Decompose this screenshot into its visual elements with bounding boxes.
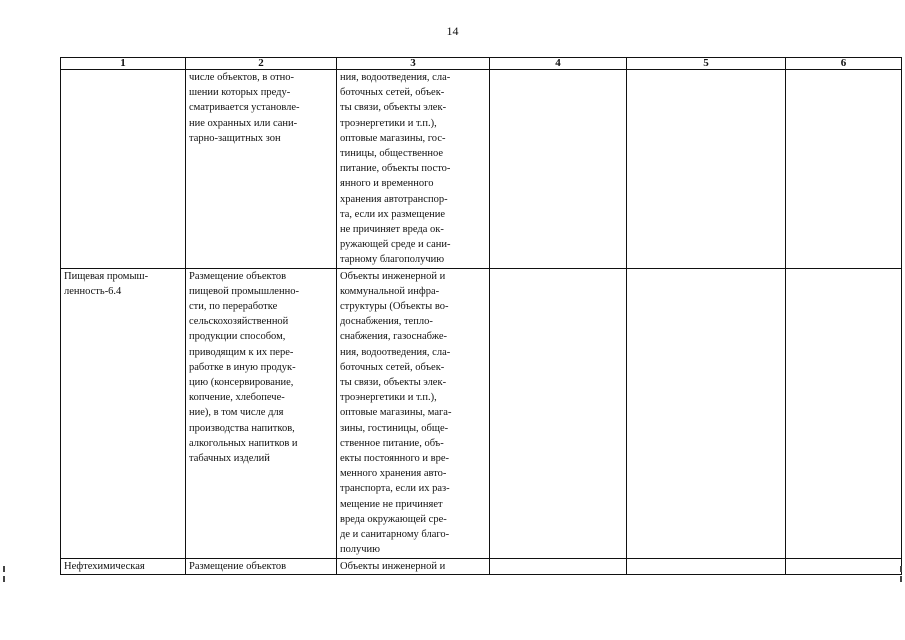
cell-auxiliary-use xyxy=(337,268,490,558)
cell-text-line: вреда окружающей сре- xyxy=(340,513,447,525)
cell-text-line: копчение, хлебопече- xyxy=(189,392,285,404)
cell-text-line: ружающей среде и сани- xyxy=(340,239,451,251)
cell-text-line: та, если их размещение xyxy=(340,208,446,220)
cell-text-line: приводящим к их пере- xyxy=(189,346,294,358)
cell-col4 xyxy=(490,268,627,558)
cell-auxiliary-use xyxy=(337,558,490,574)
land-use-table xyxy=(60,57,902,575)
cell-use-description xyxy=(186,558,337,574)
cell-text-line: боточных сетей, объек- xyxy=(340,361,445,373)
cell-text-line: троэнергетики и т.п.), xyxy=(340,392,437,404)
cell-text-line: Нефтехимическая xyxy=(64,560,145,572)
cell-text-line: ния, водоотведения, сла- xyxy=(340,346,451,358)
cell-text-line: зины, гостиницы, обще- xyxy=(340,422,449,434)
cell-text-line: ленность-6.4 xyxy=(64,285,122,297)
cell-col5 xyxy=(627,70,786,269)
column-header-2: 2 xyxy=(186,58,337,70)
page-number: 14 xyxy=(446,24,459,38)
table-header-row xyxy=(61,58,902,70)
cell-text-line: получию xyxy=(340,544,380,556)
cell-zone-name xyxy=(61,558,186,574)
cell-text-line: сельскохозяйственной xyxy=(189,316,289,328)
cell-col4 xyxy=(490,70,627,269)
column-header-1: 1 xyxy=(61,58,186,70)
cell-text-line: боточных сетей, объек- xyxy=(340,87,445,99)
column-header-4: 4 xyxy=(490,58,627,70)
cell-text-line: продукции способом, xyxy=(189,331,286,343)
scan-edge-mark xyxy=(900,576,902,582)
cell-text-line: пищевой промышленно- xyxy=(189,285,299,297)
cell-text-line: тарному благополучию xyxy=(340,254,445,266)
cell-text-line: троэнергетики и т.п.), xyxy=(340,117,437,129)
cell-use-description xyxy=(186,70,337,269)
cell-text-line: снабжения, газоснабже- xyxy=(340,331,447,343)
cell-text-line: оптовые магазины, мага- xyxy=(340,407,452,419)
cell-text-line: доснабжения, тепло- xyxy=(340,316,433,328)
cell-text-line: алкогольных напитков и xyxy=(189,437,298,449)
cell-zone-name xyxy=(61,70,186,269)
cell-col5 xyxy=(627,268,786,558)
cell-text-line: сматривается установле- xyxy=(189,102,300,114)
cell-text-line: хранения автотранспор- xyxy=(340,193,448,205)
cell-text-line: работке в иную продук- xyxy=(189,361,296,373)
cell-text-line: тарно-защитных зон xyxy=(189,132,281,144)
cell-text-line: Объекты инженерной и xyxy=(340,270,446,282)
cell-text-line: Объекты инженерной и xyxy=(340,560,446,572)
cell-text-line: шении которых преду- xyxy=(189,87,291,99)
cell-col6 xyxy=(786,70,902,269)
cell-text-line: ты связи, объекты элек- xyxy=(340,102,447,114)
cell-text-line: транспорта, если их раз- xyxy=(340,483,450,495)
cell-col5 xyxy=(627,558,786,574)
scan-edge-mark xyxy=(3,576,5,582)
cell-text-line: коммунальной инфра- xyxy=(340,285,440,297)
cell-text-line: ние), в том числе для xyxy=(189,407,284,419)
cell-text-line: сти, по переработке xyxy=(189,301,278,313)
cell-text-line: янного и временного xyxy=(340,178,434,190)
column-header-3: 3 xyxy=(337,58,490,70)
cell-text-line: не причиняет вреда ок- xyxy=(340,224,444,236)
table-row xyxy=(61,558,902,574)
cell-text-line: екты постоянного и вре- xyxy=(340,453,450,465)
cell-text-line: ты связи, объекты элек- xyxy=(340,377,447,389)
cell-auxiliary-use xyxy=(337,70,490,269)
cell-text-line: производства напитков, xyxy=(189,422,295,434)
table-row xyxy=(61,268,902,558)
cell-text-line: де и санитарному благо- xyxy=(340,529,450,541)
cell-text-line: табачных изделий xyxy=(189,453,270,465)
cell-col6 xyxy=(786,268,902,558)
table-row xyxy=(61,70,902,269)
cell-use-description xyxy=(186,268,337,558)
cell-zone-name xyxy=(61,268,186,558)
cell-text-line: Размещение объектов xyxy=(189,270,287,282)
cell-text-line: Пищевая промыш- xyxy=(64,270,149,282)
cell-col4 xyxy=(490,558,627,574)
cell-text-line: числе объектов, в отно- xyxy=(189,72,295,83)
column-header-5: 5 xyxy=(627,58,786,70)
scan-edge-mark xyxy=(3,566,5,572)
cell-text-line: менного хранения авто- xyxy=(340,468,447,480)
scan-edge-mark xyxy=(900,566,902,572)
column-header-6: 6 xyxy=(786,58,902,70)
cell-text-line: структуры (Объекты во- xyxy=(340,301,449,313)
cell-text-line: ственное питание, объ- xyxy=(340,437,444,449)
cell-text-line: питание, объекты посто- xyxy=(340,163,451,175)
cell-text-line: мещение не причиняет xyxy=(340,498,443,510)
cell-text-line: тиницы, общественное xyxy=(340,148,444,160)
cell-col6 xyxy=(786,558,902,574)
cell-text-line: Размещение объектов xyxy=(189,560,287,572)
cell-text-line: ние охранных или сани- xyxy=(189,117,298,129)
cell-text-line: оптовые магазины, гос- xyxy=(340,132,446,144)
cell-text-line: цию (консервирование, xyxy=(189,377,294,389)
cell-text-line: ния, водоотведения, сла- xyxy=(340,72,451,83)
